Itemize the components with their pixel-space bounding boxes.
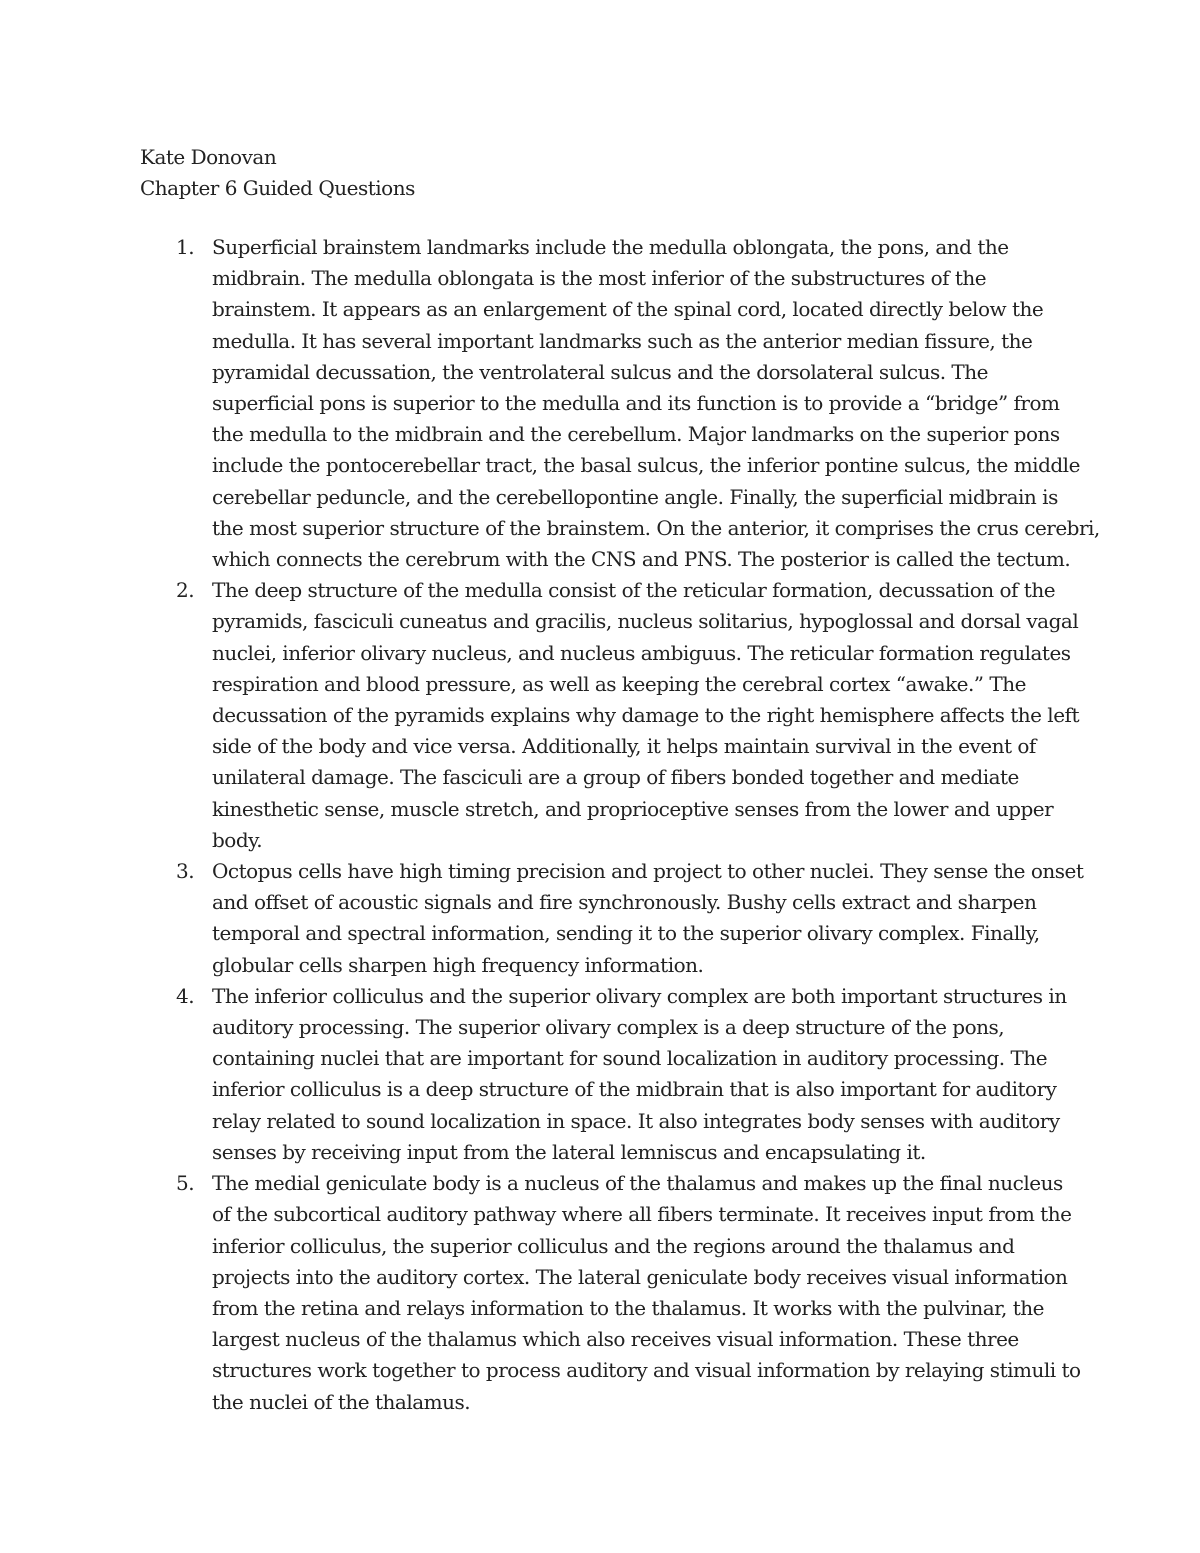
answer-text-line: medulla. It has several important landmarks such as the anterior median fissure, the (212, 328, 1033, 353)
question-number: 1. (176, 235, 195, 259)
document-header (140, 142, 1060, 204)
answer-text-line: senses by receiving input from the lateral lemniscus and encapsulating it. (212, 1139, 926, 1164)
author-name: Kate Donovan (140, 145, 277, 169)
answer-text-line: and offset of acoustic signals and fire synchronously. Bushy cells extract and sharpen (212, 890, 1037, 915)
question-item (140, 575, 1079, 856)
answer-text-line: side of the body and vice versa. Additionally, it helps maintain survival in the event of (212, 734, 1036, 759)
answer-text-line: the medulla to the midbrain and the cerebellum. Major landmarks on the superior pons (212, 422, 1060, 447)
answer-text-line: inferior colliculus is a deep structure of the midbrain that is also important for auditory (212, 1077, 1057, 1102)
answer-text-line: pyramids, fasciculi cuneatus and gracilis, nucleus solitarius, hypoglossal and dorsal vagal (212, 609, 1079, 634)
question-list (140, 232, 1100, 1418)
answer-text-line: auditory processing. The superior olivary complex is a deep structure of the pons, (212, 1015, 1005, 1040)
answer-text-line: from the retina and relays information to the thalamus. It works with the pulvinar, the (212, 1295, 1045, 1320)
answer-text-line: brainstem. It appears as an enlargement of the spinal cord, located directly below the (212, 297, 1044, 322)
answer-text-line: superficial pons is superior to the medulla and its function is to provide a “bridge” from (212, 391, 1060, 416)
answer-text-line: nuclei, inferior olivary nucleus, and nucleus ambiguus. The reticular formation regulates (212, 640, 1071, 665)
answer-text-line: The deep structure of the medulla consist of the reticular formation, decussation of the (212, 578, 1056, 603)
answer-text-line: include the pontocerebellar tract, the basal sulcus, the inferior pontine sulcus, the middle (212, 453, 1080, 478)
question-number: 3. (176, 859, 195, 884)
answer-text-line: cerebellar peduncle, and the cerebellopontine angle. Finally, the superficial midbrain is (212, 484, 1058, 509)
answer-text-line: the most superior structure of the brainstem. On the anterior, it comprises the crus cerebri, (212, 515, 1100, 540)
answer-text-line: temporal and spectral information, sending it to the superior olivary complex. Finally, (212, 921, 1040, 946)
answer-text-line: midbrain. The medulla oblongata is the most inferior of the substructures of the (212, 266, 987, 291)
answer-text-line: respiration and blood pressure, as well as keeping the cerebral cortex “awake.” The (212, 671, 1026, 696)
question-item (140, 981, 1067, 1168)
answer-text-line: which connects the cerebrum with the CNS and PNS. The posterior is called the tectum. (212, 547, 1071, 572)
answer-text-line: pyramidal decussation, the ventrolateral sulcus and the dorsolateral sulcus. The (212, 359, 988, 384)
answer-text-line: decussation of the pyramids explains why damage to the right hemisphere affects the left (212, 703, 1079, 728)
answer-text-line: Octopus cells have high timing precision and project to other nuclei. They sense the onset (212, 859, 1084, 884)
question-item (140, 1168, 1081, 1418)
answer-text-line: relay related to sound localization in space. It also integrates body senses with auditory (212, 1108, 1060, 1133)
answer-text-line: of the subcortical auditory pathway where all fibers terminate. It receives input from the (212, 1202, 1072, 1227)
document-title: Chapter 6 Guided Questions (140, 176, 415, 200)
answer-text-line: projects into the auditory cortex. The lateral geniculate body receives visual information (212, 1264, 1068, 1289)
answer-text-line: largest nucleus of the thalamus which also receives visual information. These three (212, 1327, 1019, 1352)
answer-text-line: kinesthetic sense, muscle stretch, and proprioceptive senses from the lower and upper (212, 796, 1054, 821)
answer-text-line: containing nuclei that are important for sound localization in auditory processing. The (212, 1046, 1048, 1071)
question-number: 2. (176, 578, 195, 603)
question-item (140, 856, 1084, 981)
answer-text-line: body. (212, 827, 263, 852)
question-number: 4. (176, 983, 195, 1008)
answer-text-line: inferior colliculus, the superior colliculus and the regions around the thalamus and (212, 1233, 1015, 1258)
answer-text-line: unilateral damage. The fasciculi are a group of fibers bonded together and mediate (212, 765, 1019, 790)
question-number: 5. (176, 1171, 195, 1196)
question-item (140, 232, 1100, 575)
answer-text-line: The inferior colliculus and the superior olivary complex are both important structures in (212, 983, 1067, 1008)
answer-text-line: The medial geniculate body is a nucleus of the thalamus and makes up the final nucleus (212, 1171, 1063, 1196)
answer-text-line: structures work together to process auditory and visual information by relaying stimuli to (212, 1358, 1081, 1383)
answer-text-line: Superficial brainstem landmarks include the medulla oblongata, the pons, and the (212, 235, 1009, 259)
answer-text-line: globular cells sharpen high frequency information. (212, 952, 704, 977)
answer-text-line: the nuclei of the thalamus. (212, 1389, 471, 1414)
